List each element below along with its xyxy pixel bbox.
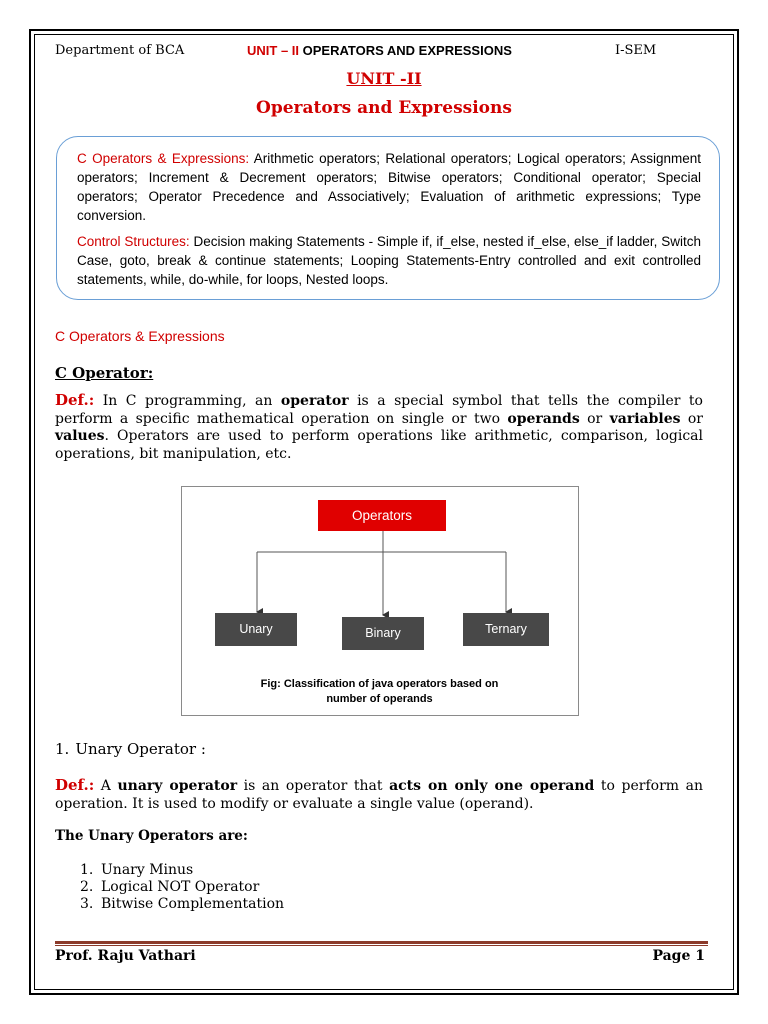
- footer-page-number: Page 1: [652, 948, 705, 964]
- syllabus-control-text: Decision making Statements - Simple if, if_else, nested if_else, else_if ladder, Switch Case, goto, break & continue statements; Looping Statements-Entry controlled and exit controlled statements, while, do-while, for loops, Nested loops.: [77, 234, 701, 287]
- syllabus-control-label: Control Structures:: [77, 234, 190, 249]
- header-unit-title: OPERATORS AND EXPRESSIONS: [299, 43, 512, 58]
- def-text: In C programming, an: [94, 393, 281, 409]
- header-semester: I-SEM: [615, 43, 657, 58]
- unary-definition: [55, 777, 703, 813]
- list-item-text: Bitwise Complementation: [101, 896, 285, 912]
- def-text: or: [680, 410, 703, 427]
- diagram-node-binary: Binary: [342, 617, 424, 650]
- def-label: Def.:: [55, 391, 95, 409]
- page-header: [55, 43, 715, 59]
- list-item: [80, 879, 284, 896]
- list-item-number: 1.: [80, 862, 94, 878]
- footer-author: Prof. Raju Vathari: [55, 948, 196, 964]
- def-text: to perform an operation. It is used to modify or evaluate a single value (operand).: [55, 778, 703, 812]
- diagram-caption: [182, 677, 577, 707]
- header-unit: [247, 43, 512, 58]
- def-text: is a special symbol that tells the compiler to perform a specific mathematical operation on single or two: [55, 393, 703, 427]
- def-bold: operands: [507, 410, 580, 427]
- def-text: is an operator that: [237, 778, 390, 794]
- list-item: [80, 862, 284, 879]
- def-text: or: [579, 410, 610, 427]
- def-text: A: [94, 778, 118, 794]
- list-item-text: Logical NOT Operator: [101, 879, 260, 895]
- list-item: [80, 896, 284, 913]
- diagram-caption-line2: number of operands: [326, 693, 433, 705]
- def-bold: acts on only one operand: [389, 778, 595, 794]
- c-operator-definition: [55, 392, 703, 463]
- unary-list-title: The Unary Operators are:: [55, 828, 248, 844]
- diagram-root-operators: Operators: [318, 500, 446, 531]
- syllabus-c-operators-label: C Operators & Expressions:: [77, 151, 250, 166]
- unary-operator-heading: [55, 740, 206, 758]
- footer-divider: [55, 941, 708, 944]
- unary-operators-list: [80, 862, 284, 913]
- unit-title: UNIT -II: [346, 69, 422, 88]
- def-bold: operator: [280, 393, 349, 409]
- operators-diagram: [181, 486, 579, 716]
- header-unit-prefix: UNIT – II: [247, 43, 300, 58]
- diagram-caption-line1: Fig: Classification of java operators based on: [260, 678, 499, 690]
- list-item-number: 3.: [80, 896, 94, 912]
- def-bold: values: [55, 428, 105, 444]
- unary-heading-text: Unary Operator :: [75, 740, 206, 758]
- section-heading: C Operators & Expressions: [55, 328, 225, 344]
- syllabus-c-operators-text: Arithmetic operators; Relational operators; Logical operators; Assignment operators; Increment & Decrement operators; Bitwise operators; Conditional operator; Special operators; Operator Precedence and Associatively; Evaluation of arithmetic expressions; Type conversion.: [77, 151, 701, 223]
- syllabus-box: [56, 136, 720, 300]
- syllabus-control: [77, 232, 701, 289]
- footer-divider: [55, 945, 708, 946]
- header-department: Department of BCA: [55, 43, 185, 58]
- def-label: Def.:: [55, 776, 95, 794]
- diagram-node-unary: Unary: [215, 613, 297, 646]
- def-bold: variables: [609, 410, 681, 427]
- def-text: . Operators are used to perform operations like arithmetic, comparison, logical operations, bit manipulation, etc.: [55, 428, 703, 462]
- list-item-number: 2.: [80, 879, 94, 895]
- list-item-text: Unary Minus: [101, 862, 194, 878]
- unary-heading-number: 1.: [55, 740, 70, 758]
- c-operator-heading: C Operator:: [55, 364, 154, 382]
- def-bold: unary operator: [117, 778, 238, 794]
- syllabus-c-operators: [77, 149, 701, 225]
- topic-title: Operators and Expressions: [256, 98, 512, 118]
- diagram-node-ternary: Ternary: [463, 613, 549, 646]
